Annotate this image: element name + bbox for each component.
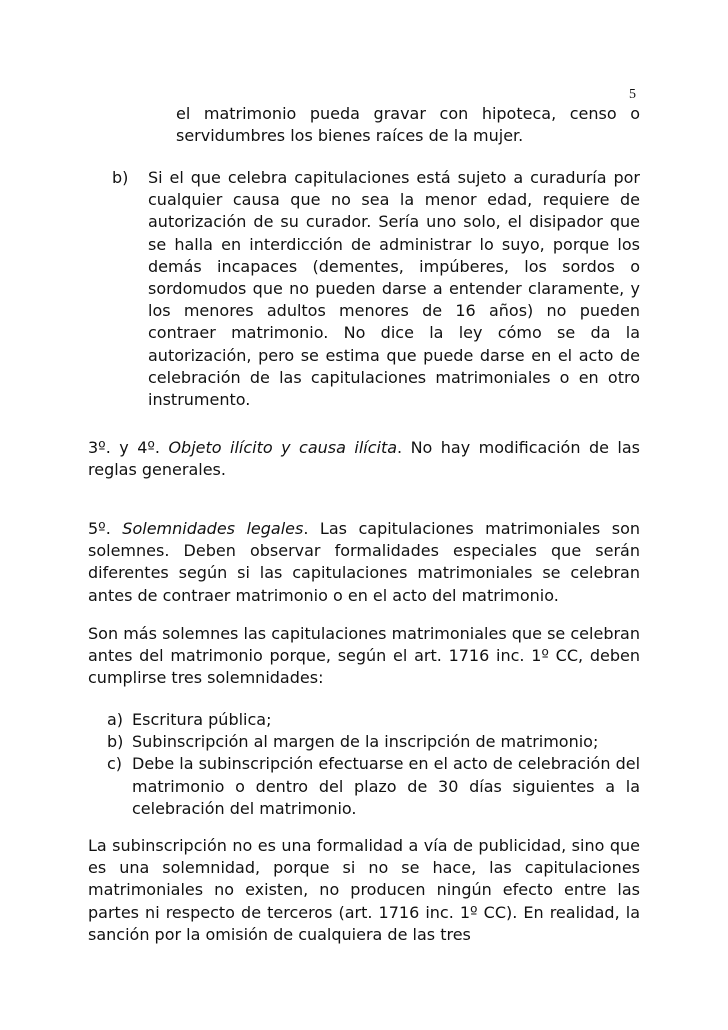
- list-item: [107, 753, 640, 820]
- list-item: [107, 709, 640, 731]
- section-heading: Objeto ilícito y causa ilícita: [168, 438, 398, 457]
- section-number: 5º.: [88, 519, 123, 538]
- list-item-text: Debe la subinscripción efectuarse en el acto de celebración del matrimonio o dentro del plazo de 30 días siguientes a la celebración del matrimonio.: [132, 754, 641, 818]
- list-item-text: Escritura pública;: [132, 710, 272, 729]
- list-marker: c): [107, 754, 123, 774]
- section-5-paragraph: [88, 518, 640, 607]
- list-marker: b): [107, 732, 124, 752]
- solemnities-intro-paragraph: Son más solemnes las capitulaciones matrimoniales que se celebran antes del matrimonio porque, según el art. 1716 inc. 1º CC, deben cumplirse tres solemnidades:: [88, 624, 640, 688]
- page-number: 5: [629, 87, 636, 102]
- solemnities-list: [107, 709, 640, 820]
- list-marker: a): [107, 710, 124, 729]
- list-item-text: Si el que celebra capitulaciones está sujeto a curaduría por cualquier causa que no sea la menor edad, requiere de autorización de su curador. Sería uno solo, el disipador que se halla en interdicción de administrar lo suyo, porque los demás incapaces (dementes, impúberes, los sordos o sordomudos que no pueden darse a entender claramente, y los menores adultos menores de 16 años) no pueden contraer matrimonio. No dice la ley cómo se da la autorización, pero se estima que puede darse en el acto de celebración de las capitulaciones matrimoniales o en otro instrumento.: [148, 168, 640, 410]
- section-text: . Las capitulaciones matrimoniales son solemnes. Deben observar formalidades especiales que serán diferentes según si las capitulaciones matrimoniales se celebran antes de contraer matrimonio o en el acto del matrimonio.: [88, 519, 640, 605]
- section-3-4-paragraph: [88, 437, 640, 481]
- list-item: [107, 731, 640, 753]
- continuation-paragraph: el matrimonio pueda gravar con hipoteca, censo o servidumbres los bienes raíces de la mujer.: [176, 104, 640, 146]
- list-item-text: Subinscripción al margen de la inscripción de matrimonio;: [132, 732, 599, 752]
- section-text: . No hay modificación de las reglas generales.: [88, 438, 640, 480]
- subinscription-paragraph: La subinscripción no es una formalidad a vía de publicidad, sino que es una solemnidad, porque si no se hace, las capitulaciones matrimoniales no existen, no producen ningún efecto entre las partes ni respecto de terceros (art. 1716 inc. 1º CC). En realidad, la sanción por la omisión de cualquiera de las tres: [88, 836, 640, 944]
- section-number: 3º. y 4º.: [88, 438, 169, 457]
- section-heading: Solemnidades legales: [122, 519, 304, 538]
- list-marker: b): [112, 168, 129, 187]
